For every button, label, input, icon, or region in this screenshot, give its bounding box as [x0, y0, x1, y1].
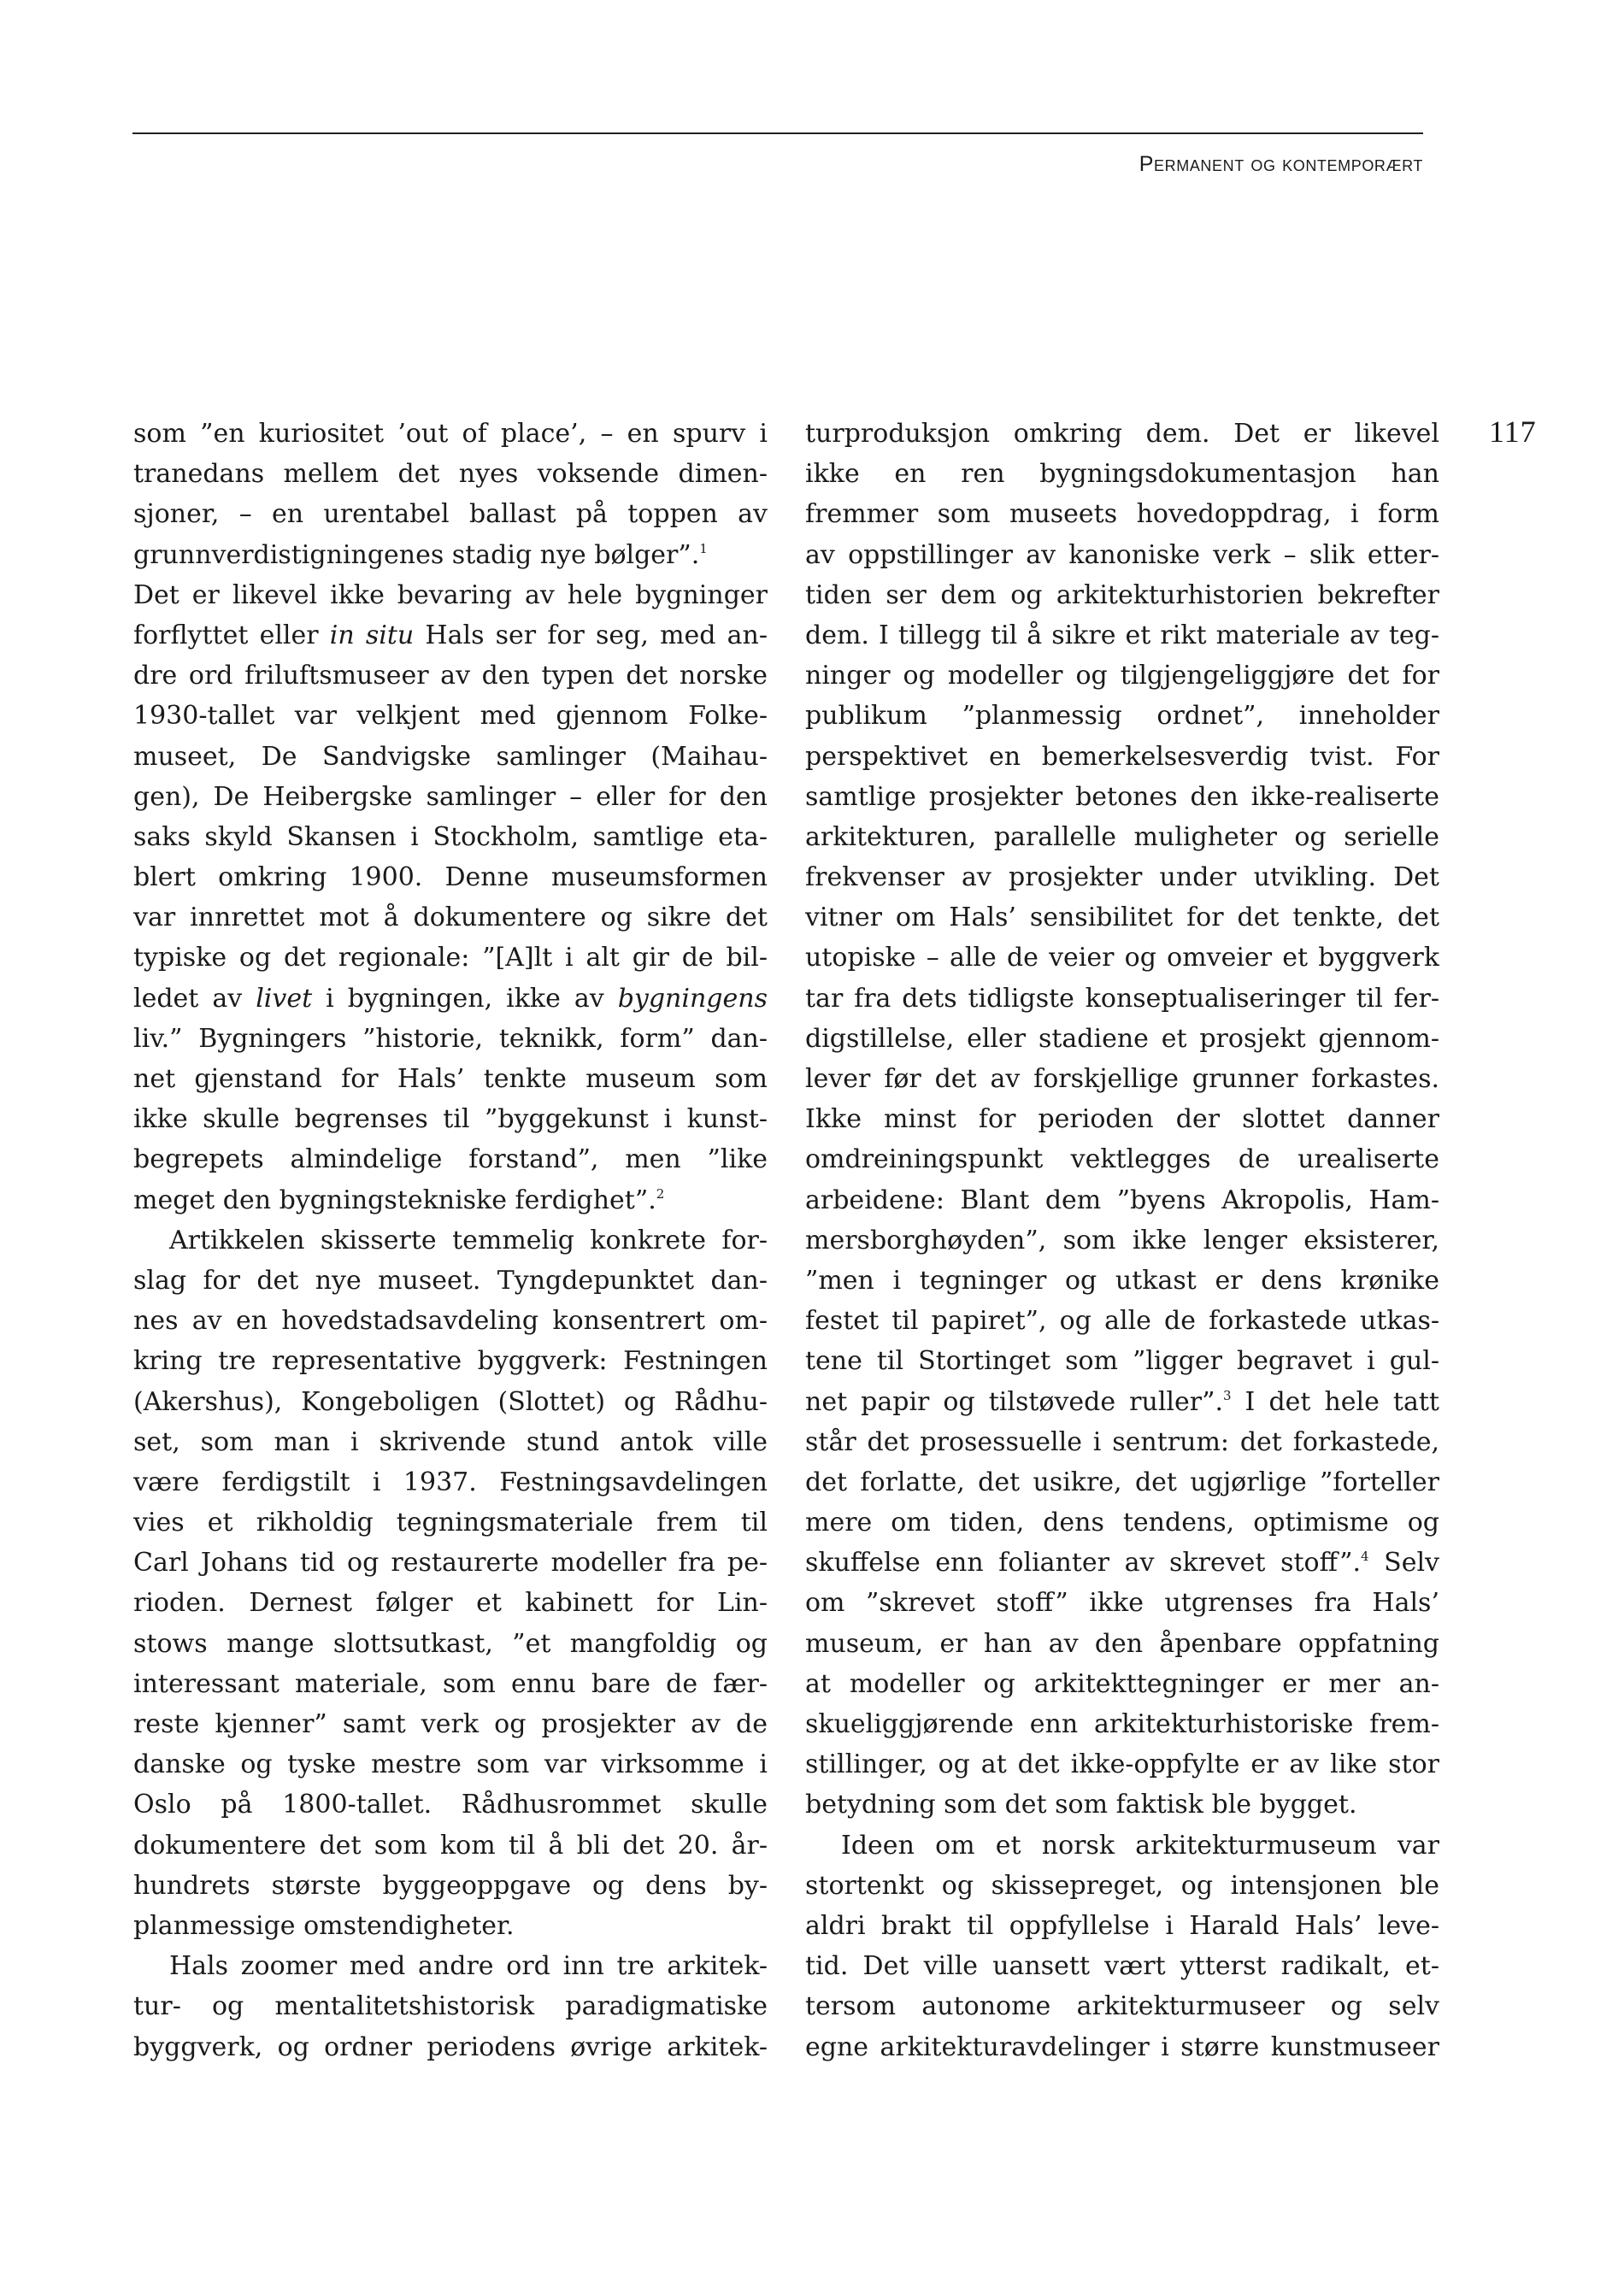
text-line: det forlatte, det usikre, det ugjørlige ”forteller	[805, 1467, 1439, 1497]
text-line: Det er likevel ikke bevaring av hele bygninger	[133, 579, 768, 610]
text-line: set, som man i skrivende stund antok ville	[133, 1426, 768, 1457]
text-line: ninger og modeller og tilgjengeliggjøre det for	[805, 661, 1439, 691]
text-line: dre ord friluftsmuseer av den typen det norske	[133, 661, 768, 691]
text-line: skuffelse enn folianter av skrevet stoff”.$^4$ Selv	[805, 1548, 1439, 1579]
text-line: vitner om Hals’ sensibilitet for det tenkte, det	[805, 903, 1439, 933]
text-line: omdreiningspunkt vektlegges de urealiserte	[805, 1144, 1439, 1175]
text-line: ”men i tegninger og utkast er dens krønike	[805, 1265, 1439, 1296]
text-line: stows mange slottsutkast, ”et mangfoldig og	[133, 1628, 768, 1659]
text-line: (Akershus), Kongeboligen (Slottet) og Rådhu-	[133, 1386, 768, 1417]
text-line: begrepets almindelige forstand”, men ”like	[133, 1144, 768, 1175]
text-line: skueliggjørende enn arkitekturhistoriske frem-	[805, 1709, 1439, 1739]
text-line: interessant materiale, som ennu bare de fær-	[133, 1668, 768, 1699]
text-line: betydning som det som faktisk ble bygget.	[805, 1790, 1357, 1820]
text-line: var innrettet mot å dokumentere og sikre det	[133, 903, 768, 933]
text-line: at modeller og arkitekttegninger er mer an-	[805, 1668, 1439, 1699]
text-line: festet til papiret”, og alle de forkastede utkas-	[805, 1306, 1439, 1337]
text-line: nes av en hovedstadsavdeling konsentrert om-	[133, 1306, 768, 1337]
text-line: planmessige omstendigheter.	[133, 1910, 515, 1941]
text-line: byggverk, og ordner periodens øvrige arkitek-	[133, 2031, 768, 2062]
text-line: ikke en ren bygningsdokumentasjon han	[805, 459, 1439, 490]
header-rule	[132, 132, 1423, 134]
text-line: dokumentere det som kom til å bli det 20. år-	[133, 1830, 768, 1861]
text-line: som ”en kuriositet ’out of place’, – en spurv i	[133, 419, 768, 449]
text-line: perspektivet en bemerkelsesverdig tvist. For	[805, 741, 1439, 772]
text-line: tur- og mentalitetshistorisk paradigmatiske	[133, 1991, 768, 2022]
text-line: tid. Det ville uansett vært ytterst radikalt, et-	[805, 1951, 1439, 1982]
text-line: om ”skrevet stoff” ikke utgrenses fra Hals’	[805, 1588, 1439, 1619]
text-line: meget den bygningstekniske ferdighet”.$^2$	[133, 1185, 665, 1215]
footnote-mark: 1	[699, 540, 708, 556]
text-line: dem. I tillegg til å sikre et rikt materiale av teg-	[805, 620, 1439, 650]
text-line: tranedans mellem det nyes voksende dimen-	[133, 459, 768, 490]
text-line: egne arkitekturavdelinger i større kunstmuseer	[805, 2031, 1439, 2062]
text-line: net papir og tilstøvede ruller”.$^3$ I det hele tatt	[805, 1386, 1439, 1417]
text-line: aldri brakt til oppfyllelse i Harald Hals’ leve-	[805, 1910, 1439, 1941]
text-line: være ferdigstilt i 1937. Festningsavdelingen	[133, 1467, 768, 1497]
text-line: gen), De Heibergske samlinger – eller for den	[133, 781, 768, 812]
footnote-mark: 2	[656, 1185, 665, 1202]
text-line: blert omkring 1900. Denne museumsformen	[133, 862, 768, 893]
text-line: Oslo på 1800-tallet. Rådhusrommet skulle	[133, 1790, 768, 1820]
text-line: mersborghøyden”, som ikke lenger eksisterer,	[805, 1225, 1439, 1255]
text-line: typiske og det regionale: ”[A]lt i alt gir de bil-	[133, 943, 768, 973]
text-line: kring tre representative byggverk: Festningen	[133, 1346, 768, 1377]
text-line: arbeidene: Blant dem ”byens Akropolis, Ham-	[805, 1185, 1439, 1215]
text-line: Ikke minst for perioden der slottet danner	[805, 1104, 1439, 1135]
text-line: sjoner, – en urentabel ballast på toppen av	[133, 499, 768, 530]
text-line: slag for det nye museet. Tyngdepunktet dan-	[133, 1265, 768, 1296]
page-number: 117	[1489, 415, 1537, 449]
text-line: danske og tyske mestre som var virksomme i	[133, 1749, 768, 1780]
text-line: turproduksjon omkring dem. Det er likevel	[805, 419, 1439, 449]
text-line: Hals zoomer med andre ord inn tre arkitek-	[169, 1951, 768, 1982]
text-line: net gjenstand for Hals’ tenkte museum som	[133, 1064, 768, 1094]
text-line: Ideen om et norsk arkitekturmuseum var	[841, 1830, 1439, 1861]
text-line: digstillelse, eller stadiene et prosjekt gjennom-	[805, 1023, 1439, 1054]
text-line: stillinger, og at det ikke-oppfylte er av like stor	[805, 1749, 1439, 1780]
text-line: publikum ”planmessig ordnet”, inneholder	[805, 701, 1439, 732]
italic-term: in situ	[329, 620, 415, 650]
text-line: ikke skulle begrenses til ”byggekunst i kunst-	[133, 1104, 768, 1135]
text-column-right	[805, 414, 1439, 2067]
text-line: liv.” Bygningers ”historie, teknikk, form” dan-	[133, 1023, 768, 1054]
text-line: samtlige prosjekter betones den ikke-realiserte	[805, 781, 1439, 812]
text-line: av oppstillinger av kanoniske verk – slik etter-	[805, 539, 1439, 570]
text-line: rioden. Dernest følger et kabinett for Lin-	[133, 1588, 768, 1619]
text-line: vies et rikholdig tegningsmateriale frem til	[133, 1508, 768, 1538]
text-line: 1930-tallet var velkjent med gjennom Folke-	[133, 701, 768, 732]
text-line: tersom autonome arkitekturmuseer og selv	[805, 1991, 1439, 2022]
text-line: Carl Johans tid og restaurerte modeller fra pe-	[133, 1548, 768, 1579]
text-line: hundrets største byggeoppgave og dens by-	[133, 1870, 768, 1901]
text-line: mere om tiden, dens tendens, optimisme og	[805, 1508, 1439, 1538]
text-line: stortenkt og skissepreget, og intensjonen ble	[805, 1870, 1439, 1901]
text-line: lever før det av forskjellige grunner forkastes.	[805, 1064, 1439, 1094]
text-line: forflyttet eller in situ Hals ser for seg, med an-	[133, 620, 768, 650]
italic-term: bygningens	[617, 983, 768, 1014]
footnote-mark: 3	[1222, 1387, 1232, 1403]
running-head: Permanent og kontemporært	[1139, 152, 1423, 176]
text-line: reste kjenner” samt verk og prosjekter av de	[133, 1709, 768, 1739]
footnote-mark: 4	[1361, 1549, 1369, 1565]
text-line: grunnverdistigningenes stadig nye bølger”.$^1$	[133, 539, 708, 570]
text-line: Artikkelen skisserte temmelig konkrete for-	[169, 1225, 768, 1255]
italic-term: livet	[256, 983, 313, 1014]
text-line: utopiske – alle de veier og omveier et byggverk	[805, 943, 1439, 973]
text-column-left	[133, 414, 768, 2067]
text-line: museum, er han av den åpenbare oppfatning	[805, 1628, 1439, 1659]
text-line: står det prosessuelle i sentrum: det forkastede,	[805, 1426, 1439, 1457]
text-line: ledet av livet i bygningen, ikke av bygningens	[133, 983, 768, 1014]
text-line: tiden ser dem og arkitekturhistorien bekrefter	[805, 579, 1439, 610]
text-line: tar fra dets tidligste konseptualiseringer til fer-	[805, 983, 1439, 1014]
text-line: arkitekturen, parallelle muligheter og serielle	[805, 821, 1439, 852]
text-line: saks skyld Skansen i Stockholm, samtlige eta-	[133, 821, 768, 852]
text-line: tene til Stortinget som ”ligger begravet i gul-	[805, 1346, 1439, 1377]
text-line: museet, De Sandvigske samlinger (Maihau-	[133, 741, 768, 772]
text-line: frekvenser av prosjekter under utvikling. Det	[805, 862, 1439, 893]
text-line: fremmer som museets hovedoppdrag, i form	[805, 499, 1439, 530]
